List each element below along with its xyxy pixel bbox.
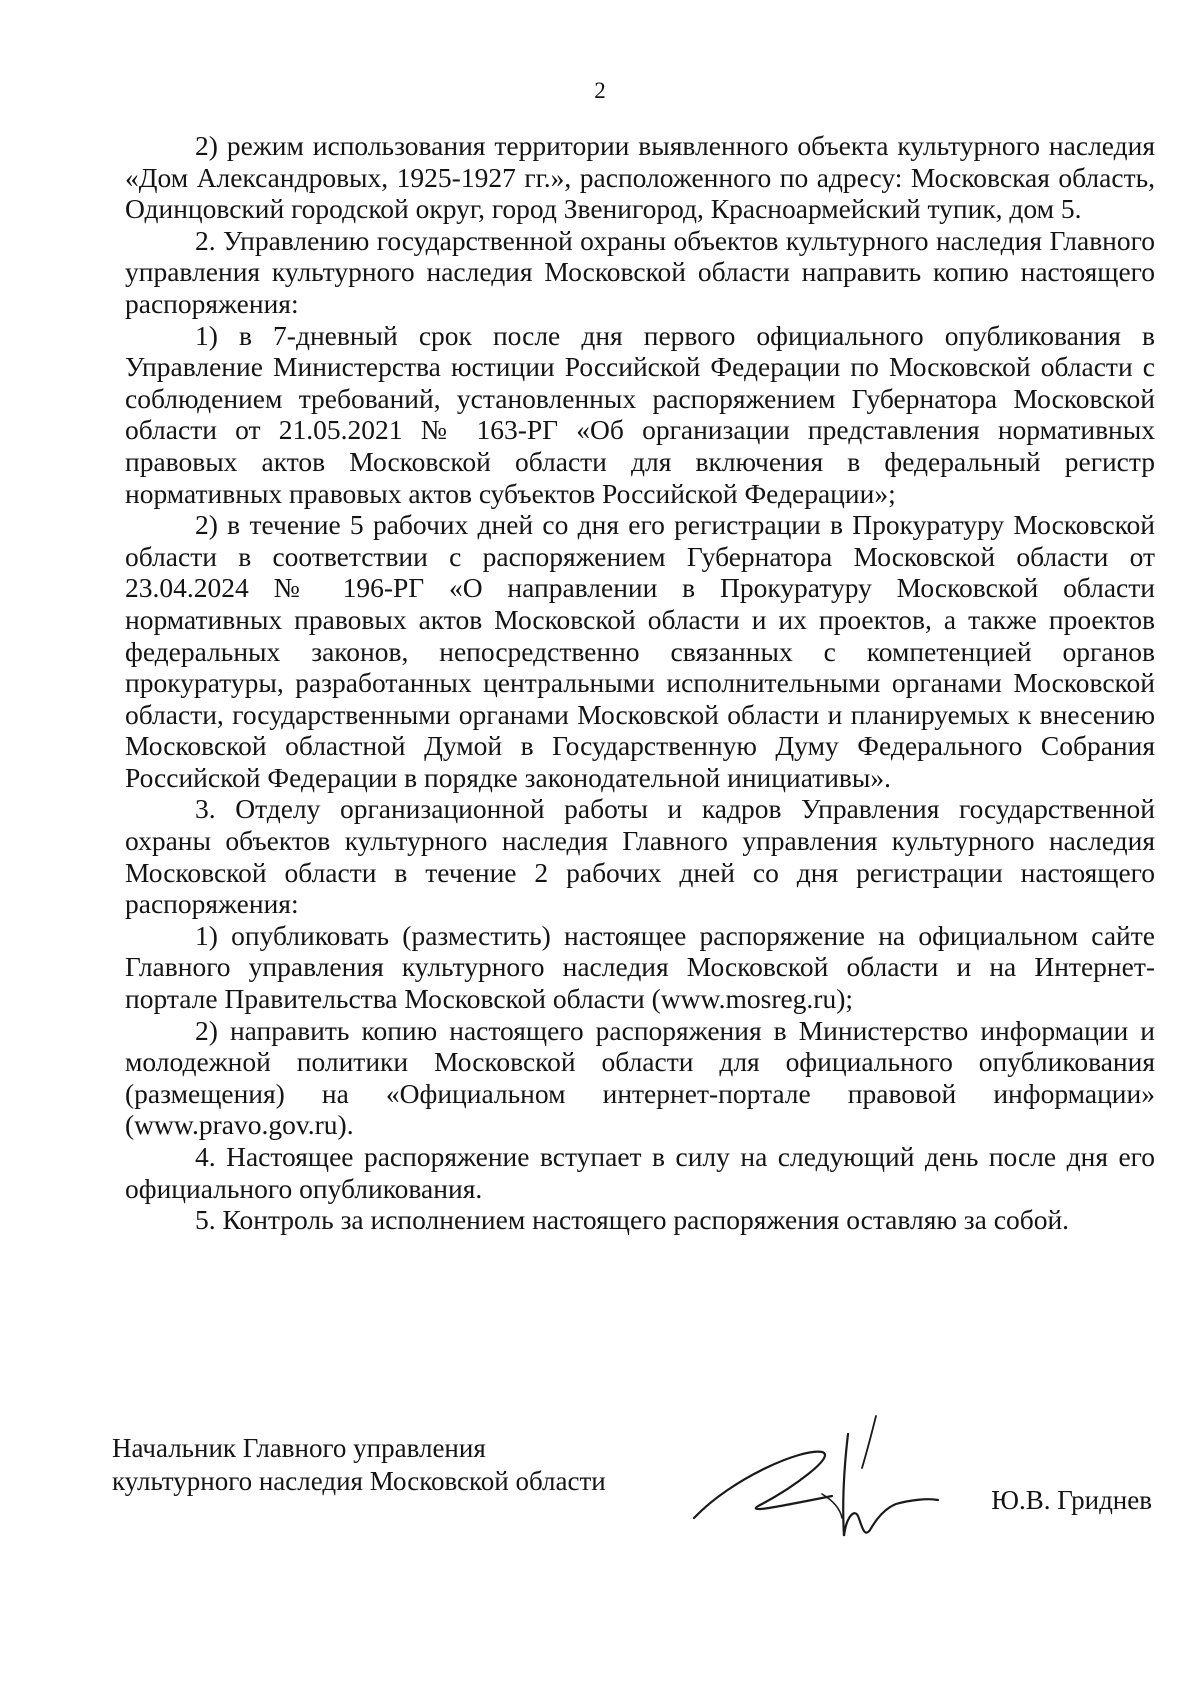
paragraph-section-3-item-2: 2) направить копию настоящего распоряжения в Министерство информации и молодежной политики Московской области для официального опубликования (размещения) на «Официальном интернет-портале правовой информации» (www.pravo.gov.ru). [125, 1014, 1155, 1141]
paragraph-1-item-2: 2) режим использования территории выявленного объекта культурного наследия «Дом Александровых, 1925-1927 гг.», расположенного по адресу: Московская область, Одинцовский городской округ, город Звенигород, Красноармейский тупик, дом 5. [125, 130, 1155, 225]
paragraph-section-2: 2. Управлению государственной охраны объектов культурного наследия Главного управления культурного наследия Московской области направить копию настоящего распоряжения: [125, 224, 1155, 319]
signatory-position [112, 1432, 606, 1498]
paragraph-section-3-item-1: 1) опубликовать (разместить) настоящее распоряжение на официальном сайте Главного управления культурного наследия Московской области и на Интернет-портале Правительства Московской области (www.mosreg.ru); [125, 919, 1155, 1015]
document-body [125, 130, 1155, 1236]
signature-block [112, 1432, 1152, 1542]
page-number: 2 [594, 78, 606, 103]
signatory-name: Ю.В. Гриднев [991, 1485, 1152, 1515]
paragraph-section-4: 4. Настоящее распоряжение вступает в силу на следующий день после дня его официального опубликования. [125, 1141, 1155, 1204]
paragraph-section-2-item-2: 2) в течение 5 рабочих дней со дня его регистрации в Прокуратуру Московской области в соответствии с распоряжением Губернатора Московской области от 23.04.2024 № 196-РГ «О направлении в Прокуратуру Московской области нормативных правовых актов Московской области и их проектов, а также проектов федеральных законов, непосредственно связанных с компетенцией органов прокуратуры, разработанных центральными исполнительными органами Московской области, государственными органами Московской области и планируемых к внесению Московской областной Думой в Государственную Думу Федерального Собрания Российской Федерации в порядке законодательной инициативы». [125, 509, 1155, 793]
paragraph-section-2-item-1: 1) в 7-дневный срок после дня первого официального опубликования в Управление Министерства юстиции Российской Федерации по Московской области с соблюдением требований, установленных распоряжением Губернатора Московской области от 21.05.2021 № 163-РГ «Об организации представления нормативных правовых актов Московской области для включения в федеральный регистр нормативных правовых актов субъектов Российской Федерации»; [125, 319, 1155, 509]
signatory-position-line-1: Начальник Главного управления [112, 1433, 486, 1463]
paragraph-section-5: 5. Контроль за исполнением настоящего распоряжения оставляю за собой. [195, 1204, 1070, 1236]
paragraph-section-3: 3. Отделу организационной работы и кадров Управления государственной охраны объектов культурного наследия Главного управления культурного наследия Московской области в течение 2 рабочих дней со дня регистрации настоящего распоряжения: [125, 793, 1155, 920]
handwritten-signature [672, 1408, 992, 1558]
signatory-position-line-2: культурного наследия Московской области [112, 1466, 606, 1496]
